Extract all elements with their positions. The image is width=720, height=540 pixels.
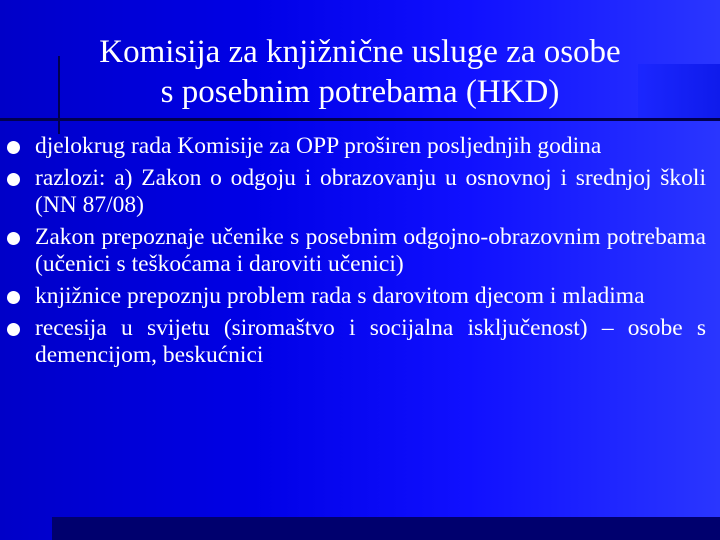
bullet-dot-icon	[7, 232, 20, 245]
slide-title	[20, 32, 700, 112]
bullet-dot-icon	[7, 173, 20, 186]
bullet-text: recesija u svijetu (siromaštvo i socijalna isključenost) – osobe s demencijom, beskućnici	[35, 315, 706, 368]
bullet-item	[6, 165, 706, 219]
bullet-list	[6, 133, 706, 374]
bullet-text: djelokrug rada Komisije za OPP proširen posljednjih godina	[35, 133, 602, 159]
decorative-bottom-bar	[52, 517, 720, 540]
bullet-item	[6, 133, 706, 160]
bullet-dot-icon	[7, 323, 20, 336]
bullet-text: razlozi: a) Zakon o odgoju i obrazovanju u osnovnoj i srednjoj školi (NN 87/08)	[35, 165, 706, 218]
bullet-dot-icon	[7, 141, 20, 154]
bullet-dot-icon	[7, 291, 20, 304]
bullet-item	[6, 315, 706, 369]
bullet-text: Zakon prepoznaje učenike s posebnim odgojno-obrazovnim potrebama (učenici s teškoćama i daroviti učenici)	[35, 224, 706, 277]
slide-title-line-1: Komisija za knjižnične usluge za osobe	[99, 34, 621, 70]
bullet-text: knjižnice prepoznju problem rada s darovitom djecom i mladima	[35, 283, 645, 309]
decorative-horizontal-line	[0, 118, 720, 121]
bullet-item	[6, 224, 706, 278]
bullet-item	[6, 283, 706, 310]
slide-title-line-2: s posebnim potrebama (HKD)	[160, 74, 560, 110]
